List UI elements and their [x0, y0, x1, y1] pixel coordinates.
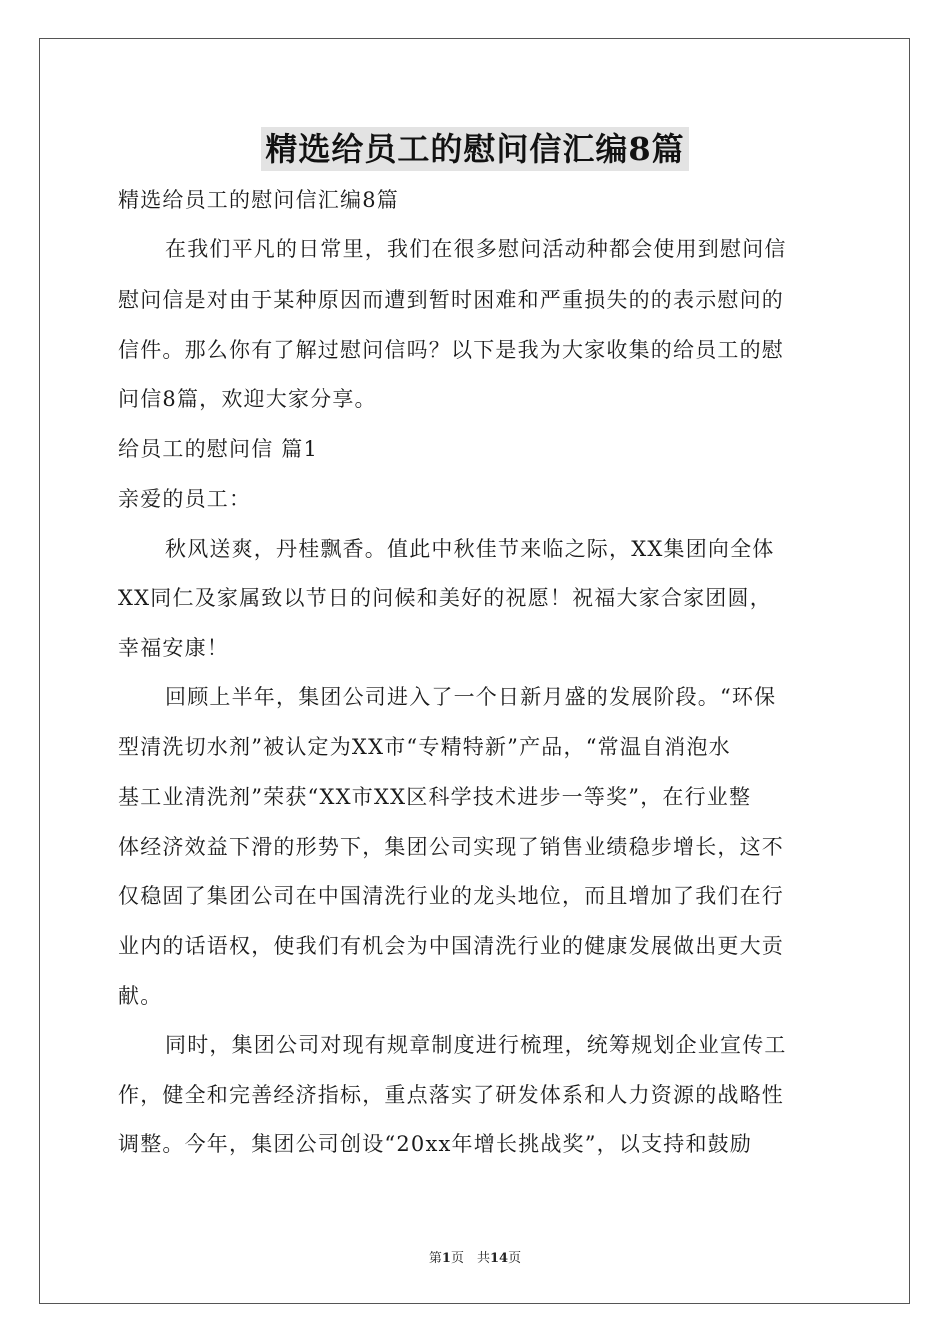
paragraph-line: 问信8篇，欢迎大家分享。 — [118, 387, 377, 411]
paragraph-line: 仅稳固了集团公司在中国清洗行业的龙头地位，而且增加了我们在行 — [118, 884, 784, 908]
paragraph-line: 作，健全和完善经济指标，重点落实了研发体系和人力资源的战略性 — [118, 1083, 784, 1107]
footer-page-number: 1 — [441, 1251, 451, 1266]
paragraph-line: 体经济效益下滑的形势下，集团公司实现了销售业绩稳步增长，这不 — [118, 835, 784, 859]
footer-mid: 页 共 — [450, 1251, 490, 1266]
paragraph-line: 在我们平凡的日常里，我们在很多慰问活动种都会使用到慰问信 — [165, 237, 787, 261]
salutation: 亲爱的员工： — [118, 487, 252, 511]
paragraph-line: 献。 — [118, 984, 163, 1008]
paragraph-line: 同时，集团公司对现有规章制度进行梳理，统筹规划企业宣传工 — [165, 1033, 787, 1057]
subtitle-line: 精选给员工的慰问信汇编8篇 — [118, 188, 399, 212]
paragraph-line: 型清洗切水剂”被认定为XX市“专精特新”产品，“常温自消泡水 — [118, 735, 731, 759]
paragraph-line: 慰问信是对由于某种原因而遭到暂时困难和严重损失的的表示慰问的 — [118, 288, 784, 312]
footer-prefix: 第 — [428, 1251, 442, 1266]
document-title: 精选给员工的慰问信汇编8篇 — [261, 127, 688, 171]
paragraph-line: XX同仁及家属致以节日的问候和美好的祝愿！祝福大家合家团圆， — [118, 586, 772, 610]
footer-suffix: 页 — [508, 1251, 522, 1266]
paragraph-line: 调整。今年，集团公司创设“20xx年增长挑战奖”，以支持和鼓励 — [118, 1132, 753, 1156]
page-footer — [0, 1247, 950, 1266]
title-container — [0, 127, 950, 171]
paragraph-line: 幸福安康！ — [118, 636, 229, 660]
paragraph-line: 秋风送爽，丹桂飘香。值此中秋佳节来临之际，XX集团向全体 — [165, 537, 775, 561]
section-heading: 给员工的慰问信 篇1 — [118, 437, 319, 461]
paragraph-line: 回顾上半年，集团公司进入了一个日新月盛的发展阶段。“环保 — [165, 685, 777, 709]
paragraph-line: 基工业清洗剂”荣获“XX市XX区科学技术进步一等奖”，在行业整 — [118, 785, 752, 809]
page-border — [39, 38, 910, 1304]
paragraph-line: 业内的话语权，使我们有机会为中国清洗行业的健康发展做出更大贡 — [118, 934, 784, 958]
paragraph-line: 信件。那么你有了解过慰问信吗？以下是我为大家收集的给员工的慰 — [118, 338, 784, 362]
footer-total-pages: 14 — [489, 1251, 509, 1266]
